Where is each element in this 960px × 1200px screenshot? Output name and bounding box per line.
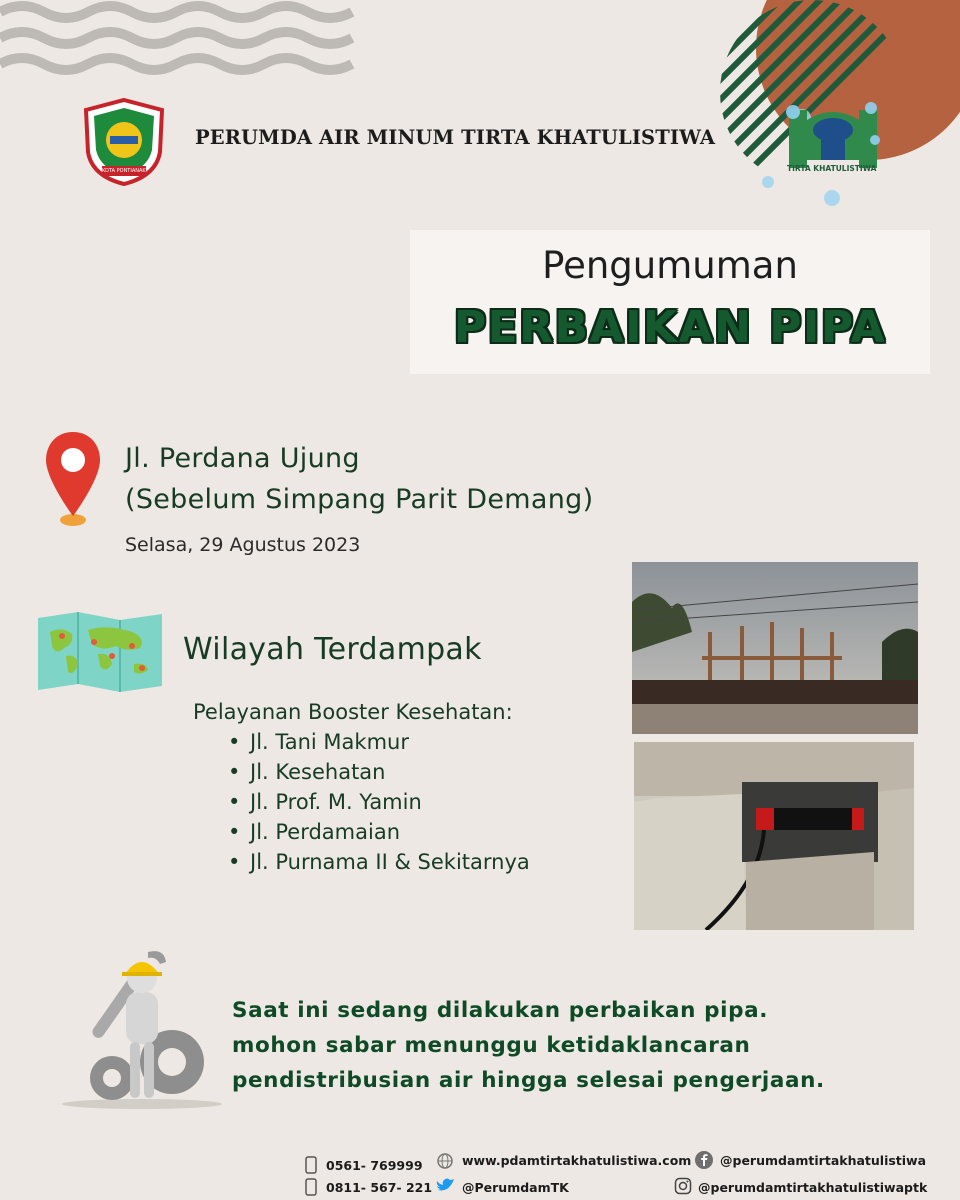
site-photo-construction [632,562,918,734]
affected-area-title: Wilayah Terdampak [183,632,482,667]
globe-icon [436,1152,454,1170]
title-main: PERBAIKAN PIPA [453,302,887,353]
service-title: Pelayanan Booster Kesehatan: [193,700,513,724]
twitter-handle[interactable]: @PerumdamTK [462,1180,569,1195]
title-box [410,230,930,374]
message-line: pendistribusian air hingga selesai pengerjaan. [232,1068,825,1093]
phone-number: 0561- 769999 [326,1158,423,1173]
city-logo-text: KOTA PONTIANAK [102,168,146,174]
company-logo-text: TIRTA KHATULISTIWA [787,164,877,173]
facebook-icon [694,1150,714,1170]
phone-icon [304,1178,318,1196]
phone-number: 0811- 567- 221 [326,1180,433,1195]
title-top: Pengumuman [542,244,798,287]
organization-name: PERUMDA AIR MINUM TIRTA KHATULISTIWA [195,126,716,149]
twitter-icon [436,1176,456,1194]
facebook-handle[interactable]: @perumdamtirtakhatulistiwa [720,1153,927,1168]
message-line: Saat ini sedang dilakukan perbaikan pipa. [232,998,768,1023]
street-item: • Jl. Prof. M. Yamin [228,790,422,814]
instagram-handle[interactable]: @perumdamtirtakhatulistiwaptk [698,1180,928,1195]
phone-icon [304,1156,318,1174]
message-line: mohon sabar menunggu ketidaklancaran [232,1033,751,1058]
street-item: • Jl. Tani Makmur [228,730,409,754]
site-photo-pipe [634,742,914,930]
location-street: Jl. Perdana Ujung [125,443,360,474]
instagram-icon [674,1177,692,1195]
wave-decoration [0,0,360,80]
location-detail: (Sebelum Simpang Parit Demang) [125,484,594,515]
street-item: • Jl. Perdamaian [228,820,400,844]
street-item: • Jl. Kesehatan [228,760,385,784]
world-map-icon [36,612,164,692]
street-item: • Jl. Purnama II & Sekitarnya [228,850,530,874]
map-pin-icon [44,430,104,530]
city-logo [80,96,168,188]
announcement-date: Selasa, 29 Agustus 2023 [125,534,361,556]
worker-figure-icon [52,944,232,1110]
website-link[interactable]: www.pdamtirtakhatulistiwa.com [462,1153,692,1168]
